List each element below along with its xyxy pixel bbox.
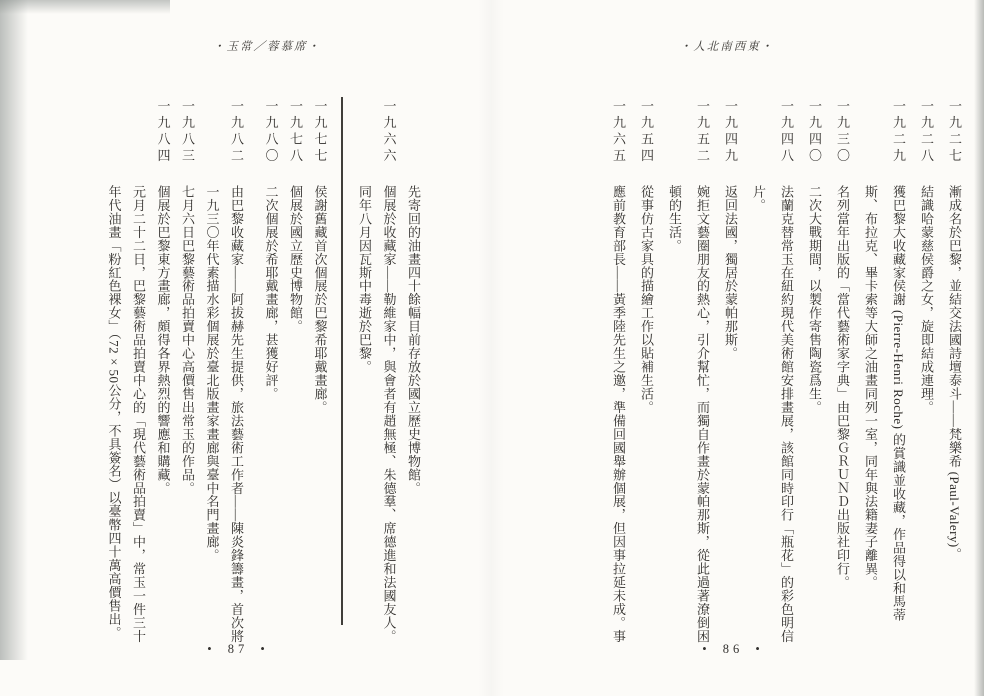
entry-text: 婉拒文藝圈朋友的熱心，引介幫忙，而獨自作畫於蒙帕那斯，從此過著潦倒困頓的生活。 bbox=[667, 185, 710, 643]
entry-text: 結識哈蒙慈侯爵之女，旋即結成連理。 bbox=[919, 185, 934, 414]
year-label: 一九二九 bbox=[891, 99, 906, 165]
chronology-entry bbox=[150, 99, 175, 647]
chronology-entry bbox=[101, 185, 150, 647]
entry-text: 從事仿古家具的描繪工作以貼補生活。 bbox=[639, 185, 654, 414]
entry-text: 侯謝舊藏首次個展於巴黎希耶戴畫廊。 bbox=[312, 185, 328, 414]
year-label: 一九六六 bbox=[381, 99, 397, 165]
chronology-entry bbox=[800, 99, 828, 647]
entry-text: 名列當年出版的「當代藝術家字典」由巴黎ＧＲＵＮＤ出版社印行。 bbox=[835, 185, 850, 590]
chronology-left bbox=[101, 99, 425, 647]
entry-text: 應前教育部長——黃季陸先生之邀，準備回國舉辦個展，但因事拉延未成。事 bbox=[611, 185, 626, 643]
chronology-entry bbox=[604, 99, 632, 647]
chronology-entry bbox=[856, 99, 912, 647]
page-right bbox=[492, 0, 984, 696]
running-head-book-title: ・人北南西東・ bbox=[679, 41, 775, 53]
chronology-entry bbox=[716, 99, 744, 647]
year-label: 一九四〇 bbox=[807, 99, 822, 165]
chronology-entry bbox=[283, 99, 308, 647]
entry-text: 先寄回的油畫四十餘幅目前存放於國立歷史博物館。 bbox=[406, 185, 421, 495]
chronology-entry bbox=[940, 99, 968, 647]
year-label: 一九四八 bbox=[779, 99, 794, 165]
chronology-entry bbox=[828, 99, 856, 647]
entry-text: 由巴黎收藏家——阿拔赫先生提供，旅法藝術工作者——陳炎鋒籌畫，首次將一九三〇年代素描水彩個展於臺北版畫家畫廊與臺中名門畫廊。 bbox=[204, 185, 244, 643]
year-label: 一九七八 bbox=[288, 99, 303, 165]
entry-text: 元月二十二日，巴黎藝術品拍賣中心的「現代藝術品拍賣」中，常玉一件三十年代油畫「粉紅色裸女」（72×50公分，不具簽名）以臺幣四十萬高價售出。 bbox=[106, 185, 146, 643]
year-label: 一九七七 bbox=[312, 99, 328, 165]
chronology-entry bbox=[660, 99, 716, 647]
year-label: 一九八〇 bbox=[263, 99, 279, 165]
entry-text: 個展於收藏家——勒維家中，與會者有趙無極、朱德羣、席德進和法國友人。同年八月因瓦斯中毒逝於巴黎。 bbox=[357, 185, 397, 643]
page-number-left: • 87 • bbox=[207, 642, 269, 656]
year-label: 一九八二 bbox=[229, 99, 244, 165]
year-label: 一九二八 bbox=[919, 99, 934, 165]
year-label: 一九八三 bbox=[180, 99, 195, 165]
year-label: 一九六五 bbox=[611, 99, 626, 165]
page-number-right: • 86 • bbox=[702, 642, 764, 656]
entry-text: 二次大戰期間，以製作寄售陶瓷爲生。 bbox=[807, 185, 822, 414]
chronology-entry bbox=[744, 99, 800, 647]
chronology-entry bbox=[258, 99, 283, 647]
chronology-entry bbox=[352, 99, 401, 647]
entry-text: 法蘭克替常玉在紐約現代美術館安排畫展，該館同時印行「瓶花」的彩色明信片。 bbox=[751, 185, 794, 643]
chronology-entry bbox=[912, 99, 940, 647]
chronology-right bbox=[604, 99, 968, 647]
year-label: 一九五二 bbox=[695, 99, 710, 165]
running-head-chapter: ・玉常／蓉慕席・ bbox=[213, 41, 321, 53]
entry-text: 個展於國立歷史博物館。 bbox=[288, 185, 303, 334]
chronology-entry bbox=[401, 185, 426, 647]
chronology-entry bbox=[632, 99, 660, 647]
year-label: 一九二七 bbox=[947, 99, 962, 165]
entry-text: 返回法國，獨居於蒙帕那斯。 bbox=[723, 185, 738, 361]
entry-text: 獲巴黎大收藏家侯謝 (Pierre-Henri Roche) 的賞識並收藏，作品得以和馬蒂斯、布拉克、畢卡索等大師之油畫同列一室，同年與法籍妻子離異。 bbox=[863, 185, 906, 622]
entry-text: 個展於巴黎東方畫廊，頗得各界熱烈的響應和購藏。 bbox=[155, 185, 171, 495]
chronology-entry bbox=[199, 99, 248, 647]
entry-text: 二次個展於希耶戴畫廊，甚獲好評。 bbox=[263, 185, 279, 401]
year-label: 一九三〇 bbox=[835, 99, 850, 165]
chronology-entry bbox=[175, 99, 200, 647]
year-label: 一九八四 bbox=[155, 99, 171, 165]
year-label: 一九四九 bbox=[723, 99, 738, 165]
year-label: 一九五四 bbox=[639, 99, 654, 165]
section-divider bbox=[341, 97, 343, 625]
chronology-entry bbox=[307, 99, 332, 647]
entry-text: 七月六日巴黎藝術品拍賣中心高價售出常玉的作品。 bbox=[180, 185, 195, 495]
entry-text: 漸成名於巴黎，並結交法國詩壇泰斗——梵樂希 (Paul-Valery)。 bbox=[947, 185, 962, 562]
